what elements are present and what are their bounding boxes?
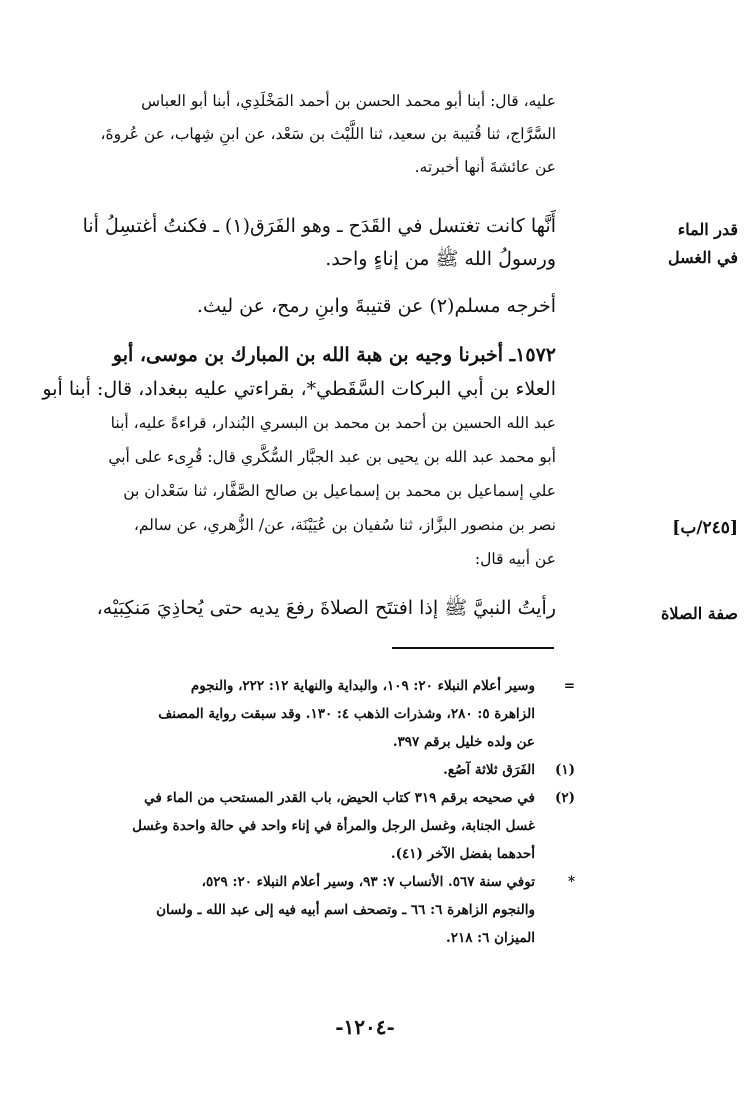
footnote-line: الميزان ٦: ٢١٨. xyxy=(446,930,535,946)
footnote-text xyxy=(50,784,535,868)
footnote-line: الزاهرة ٥: ٢٨٠، وشذرات الذهب ٤: ١٣٠. وقد سبقت رواية المصنف xyxy=(158,706,535,722)
footnote-line: غسل الجنابة، وغسل الرجل والمرأة في إناء واحد في حالة واحدة وغسل xyxy=(132,818,535,834)
footnote-text xyxy=(50,672,535,756)
footnote-marker: (٢) xyxy=(554,790,575,806)
footnote xyxy=(50,784,575,868)
footnote-text xyxy=(50,868,535,952)
side-heading-line: قدر الماء xyxy=(677,220,738,239)
footnote-line: وسير أعلام النبلاء ٢٠: ١٠٩، والبداية والنهاية ١٢: ٢٢٢، والنجوم xyxy=(190,678,535,694)
text-line: أخرجه مسلم(٢) عن قتيبةَ وابنِ رمح، عن ليث. xyxy=(196,295,556,317)
footnote-text xyxy=(50,756,535,784)
text-line: رأيتُ النبيَّ ﷺ إذا افتتَح الصلاةَ رفعَ يديه حتى يُحاذِيَ مَنكِبَيْه، xyxy=(96,597,556,619)
footnote-marker: * xyxy=(567,874,575,890)
text-line: أَنَّها كانت تغتسل في القَدَح ـ وهو الفَرَق(١) ـ فكنتُ أغتسِلُ أنا xyxy=(82,215,556,237)
text-line: عن عائشةَ أنها أخبرته. xyxy=(414,158,556,176)
manuscript-folio-marker: [٢٤٥/ب] xyxy=(672,518,738,538)
isnad-1572 xyxy=(28,338,556,576)
footnote-line: في صحيحه برقم ٣١٩ كتاب الحيض، باب القدر المستحب من الماء في xyxy=(144,790,535,806)
text-line: عبد الله الحسين بن أحمد بن محمد بن البسري البُندار، قراءةً عليه، أبنا xyxy=(110,414,556,432)
hadith-text-2 xyxy=(28,592,556,625)
text-line: نصر بن منصور البزَّاز، ثنا سُفيان بن عُيَيْنَة، عن/ الزُّهري، عن سالم، xyxy=(133,516,556,534)
footnote-line: عن ولده خليل برقم ٣٩٧. xyxy=(392,734,535,750)
footnote-line: والنجوم الزاهرة ٦: ٦٦ ـ وتصحف اسم أبيه فيه إلى عبد الله ـ ولسان xyxy=(156,902,535,918)
footnote-marker: (١) xyxy=(554,762,575,778)
footnote-marker: = xyxy=(563,678,575,694)
text-line: السَّرَّاج، ثنا قُتيبة بن سعيد، ثنا اللَّيْث بن سَعْد، عن ابنِ شِهاب، عن عُروةَ، xyxy=(100,125,556,143)
text-line: العلاء بن أبي البركات السَّقَطي*، بقراءتي عليه ببغداد، قال: أبنا أبو xyxy=(42,378,556,400)
page-number: -١٢٠٤- xyxy=(335,1015,395,1039)
hadith-number-line: ١٥٧٢ـ أخبرنا وجيه بن هبة الله بن المبارك بن موسى، أبو xyxy=(112,344,556,366)
footnotes xyxy=(50,672,575,952)
text-line: علي إسماعيل بن محمد بن إسماعيل بن صالح الصَّفَّار، ثنا سَعْدان بن xyxy=(123,482,556,500)
text-line: أبو محمد عبد الله بن يحيى بن عبد الجبَّار السُّكَّري قال: قُرِىء على أبي xyxy=(108,448,556,466)
side-heading-water-quantity xyxy=(588,216,738,272)
footnote-line: أحدهما بفضل الآخر (٤١). xyxy=(390,846,535,862)
side-heading-line: في الغسل xyxy=(668,248,738,267)
footnote-separator xyxy=(392,647,554,649)
footnote xyxy=(50,756,575,784)
hadith-text-1 xyxy=(28,210,556,276)
footnote-line: توفي سنة ٥٦٧. الأنساب ٧: ٩٣، وسير أعلام النبلاء ٢٠: ٥٢٩، xyxy=(201,874,535,890)
footnote xyxy=(50,672,575,756)
footnote xyxy=(50,868,575,952)
text-line: عليه، قال: أبنا أبو محمد الحسن بن أحمد المَخْلَدِي، أبنا أبو العباس xyxy=(141,92,556,110)
side-heading-prayer: صفة الصلاة xyxy=(661,604,738,623)
text-line: عن أبيه قال: xyxy=(474,550,556,568)
footnote-line: الفَرَق ثلاثة آصُع. xyxy=(443,762,535,778)
text-line: ورسولُ الله ﷺ من إناءٍ واحد. xyxy=(325,248,556,270)
isnad-continuation xyxy=(28,85,556,184)
takhrij-line xyxy=(28,290,556,323)
